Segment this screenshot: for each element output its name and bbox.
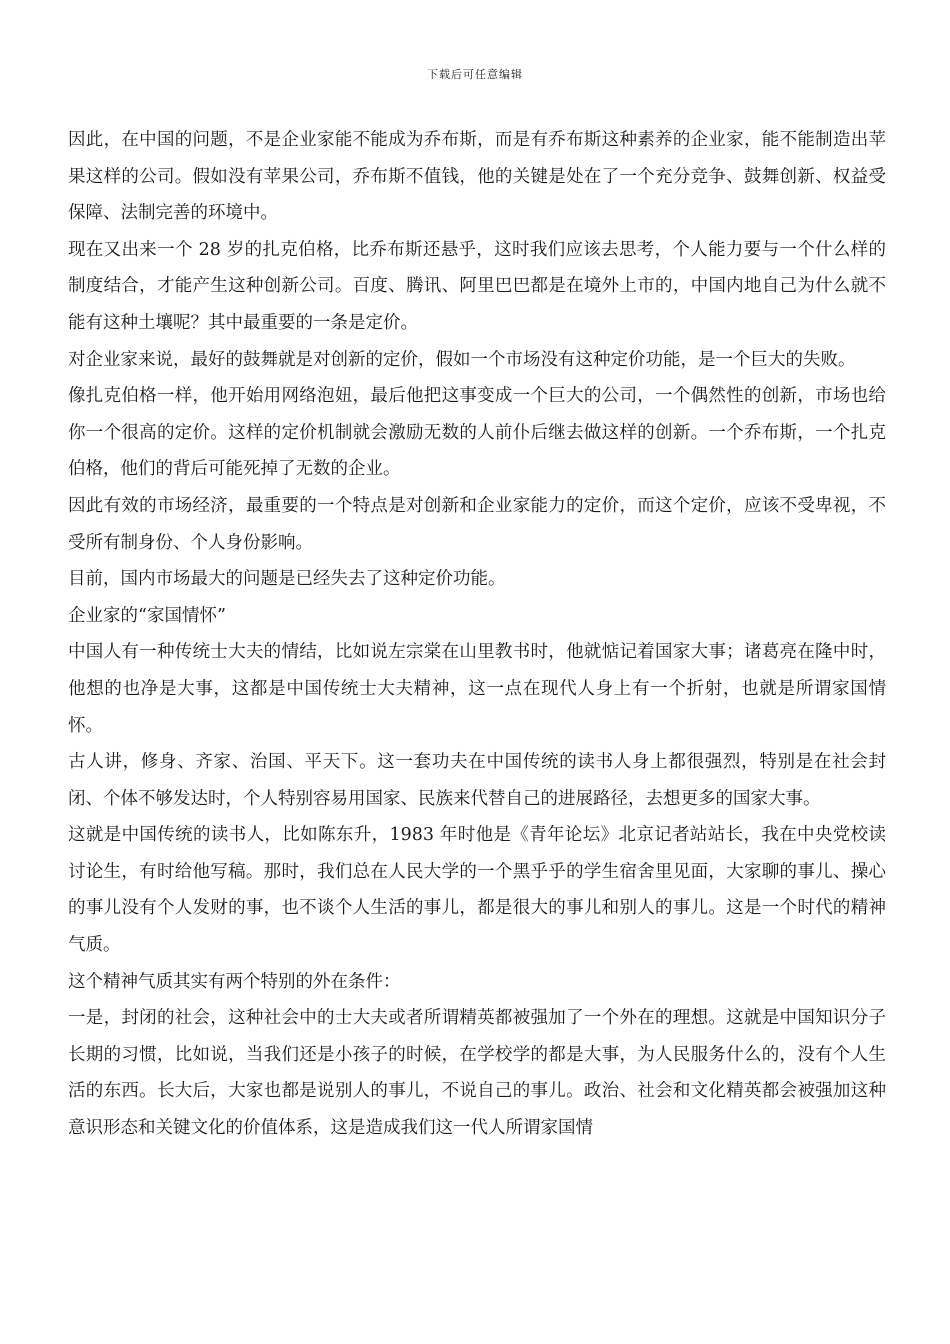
paragraph: 对企业家来说，最好的鼓舞就是对创新的定价，假如一个市场没有这种定价功能，是一个巨大的失败。 [68,349,856,370]
paragraph: 这就是中国传统的读书人，比如陈东升，1983 年时他是《青年论坛》北京记者站站长，我在中央党校读讨论生，有时给他写稿。那时，我们总在人民大学的一个黑乎乎的学生宿舍里见面，大家聊的事儿、操心的事儿没有个人发财的事，也不谈个人生活的事儿，都是很大的事儿和别人的事儿。这是一个时代的精神气质。 [68,825,886,956]
paragraph: 一是，封闭的社会，这种社会中的士大夫或者所谓精英都被强加了一个外在的理想。这就是中国知识分子长期的习惯，比如说，当我们还是小孩子的时候，在学校学的都是大事，为人民服务什么的，没有个人生活的东西。长大后，大家也都是说别人的事儿，不说自己的事儿。政治、社会和文化精英都会被强加这种意识形态和关键文化的价值体系，这是造成我们这一代人所谓家国情 [68,1008,886,1139]
paragraph: 目前，国内市场最大的问题是已经失去了这种定价功能。 [68,569,506,590]
paragraph: 古人讲，修身、齐家、治国、平天下。这一套功夫在中国传统的读书人身上都很强烈，特别是在社会封闭、个体不够发达时，个人特别容易用国家、民族来代替自己的进展路径，去想更多的国家大事。 [68,752,886,809]
page-header: 下载后可任意编辑 [427,68,523,81]
section-heading: 企业家的“家国情怀” [68,605,226,626]
paragraph: 这个精神气质其实有两个特别的外在条件： [68,971,401,992]
paragraph: 因此有效的市场经济，最重要的一个特点是对创新和企业家能力的定价，而这个定价，应该不受卑视，不受所有制身份、个人身份影响。 [68,495,886,553]
paragraph: 现在又出来一个 28 岁的扎克伯格，比乔布斯还悬乎，这时我们应该去思考，个人能力要与一个什么样的制度结合，才能产生这种创新公司。百度、腾讯、阿里巴巴都是在境外上市的，中国内地自己为什么就不能有这种土壤呢？其中最重要的一条是定价。 [68,239,886,333]
paragraph: 像扎克伯格一样，他开始用网络泡妞，最后他把这事变成一个巨大的公司，一个偶然性的创新，市场也给你一个很高的定价。这样的定价机制就会激励无数的人前仆后继去做这样的创新。一个乔布斯，一个扎克伯格，他们的背后可能死掉了无数的企业。 [68,386,886,480]
paragraph: 因此，在中国的问题，不是企业家能不能成为乔布斯，而是有乔布斯这种素养的企业家，能不能制造出苹果这样的公司。假如没有苹果公司，乔布斯不值钱，他的关键是处在了一个充分竞争、鼓舞创新、权益受保障、法制完善的环境中。 [68,130,886,224]
paragraph: 中国人有一种传统士大夫的情结，比如说左宗棠在山里教书时，他就惦记着国家大事；诸葛亮在隆中时，他想的也净是大事，这都是中国传统士大夫精神，这一点在现代人身上有一个折射，也就是所谓家国情怀。 [68,642,886,736]
document-body [68,122,886,1147]
